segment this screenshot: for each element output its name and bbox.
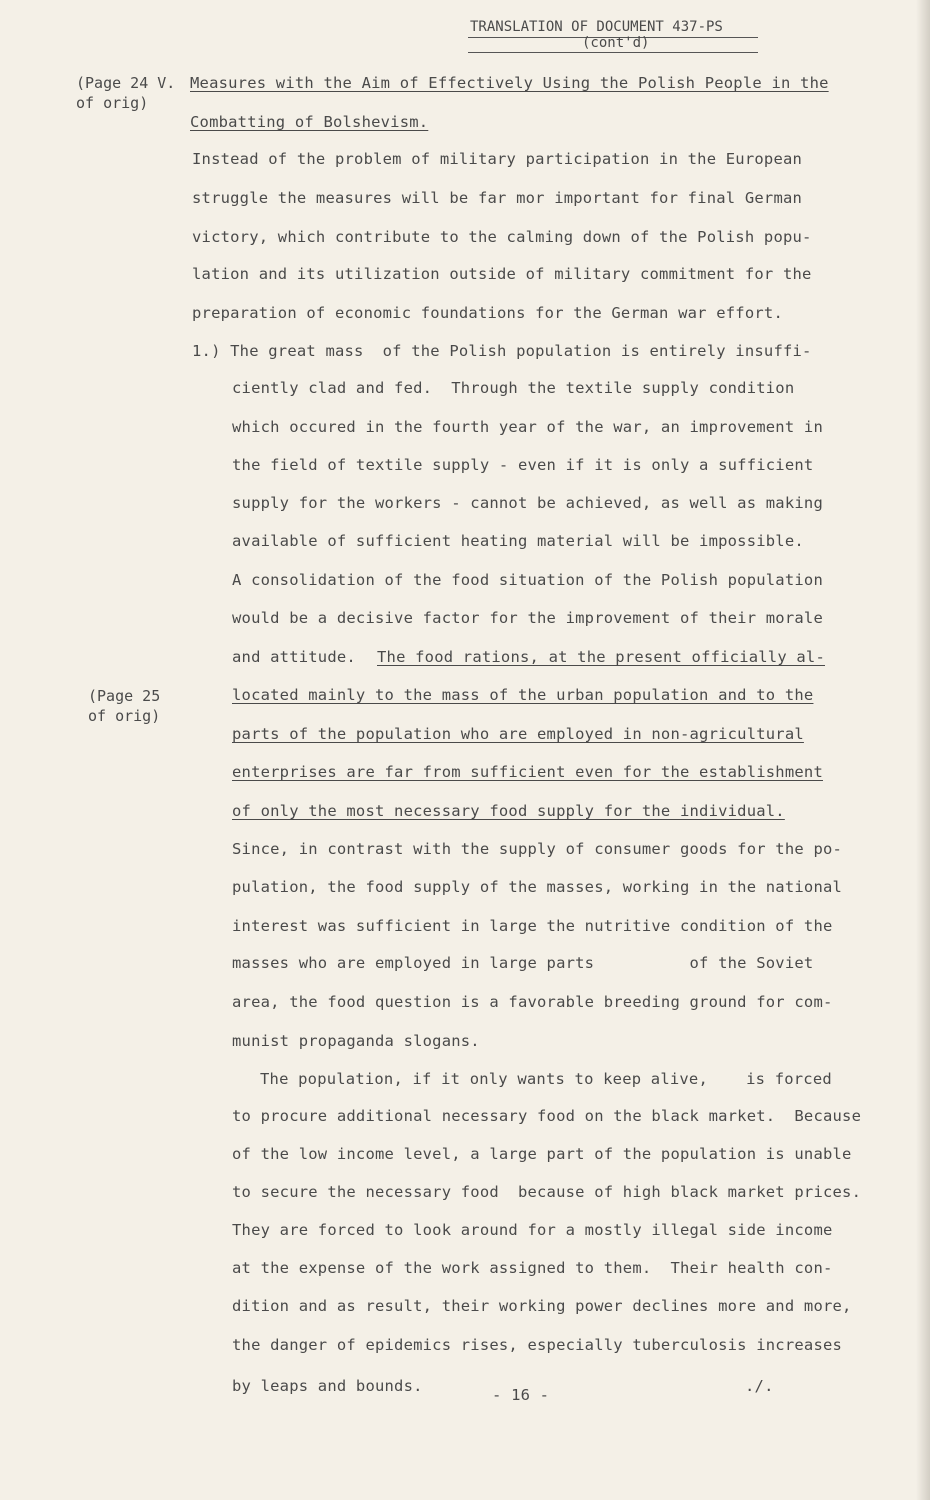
header-rule-bottom xyxy=(468,52,758,53)
continued-mark: ./. xyxy=(745,1377,774,1395)
item1-cont-line: area, the food question is a favorable breeding ground for com- xyxy=(232,993,833,1011)
item1-underlined-line: parts of the population who are employed in non-agricultural xyxy=(232,725,804,743)
item1-cont-line: masses who are employed in large parts of the Soviet xyxy=(232,954,814,972)
para2-line: at the expense of the work assigned to them. Their health con- xyxy=(232,1259,833,1277)
item1-line: supply for the workers - cannot be achieved, as well as making xyxy=(232,494,823,512)
document-title: TRANSLATION OF DOCUMENT 437-PS xyxy=(470,19,723,35)
document-contd: (cont'd) xyxy=(582,35,650,51)
item1-cont-line: pulation, the food supply of the masses, working in the national xyxy=(232,878,843,896)
para2-line: to secure the necessary food because of high black market prices. xyxy=(232,1183,862,1201)
section-heading-line2: Combatting of Bolshevism. xyxy=(190,113,429,131)
item1-underlined-line: located mainly to the mass of the urban population and to the xyxy=(232,686,814,704)
page-number: - 16 - xyxy=(492,1386,550,1404)
item1-line: which occured in the fourth year of the war, an improvement in xyxy=(232,418,823,436)
item1-line: the field of textile supply - even if it is only a sufficient xyxy=(232,456,814,474)
margin-note-page24-line2: of orig) xyxy=(76,94,149,112)
para1-line: struggle the measures will be far mor important for final German xyxy=(192,189,803,207)
para1-line: Instead of the problem of military participation in the European xyxy=(192,150,803,168)
para2-line: of the low income level, a large part of the population is unable xyxy=(232,1145,852,1163)
item1-line: available of sufficient heating material will be impossible. xyxy=(232,532,804,550)
item1-line: 1.) The great mass of the Polish population is entirely insuffi- xyxy=(192,342,812,360)
item1-underlined-line: The food rations, at the present officially al- xyxy=(377,648,825,666)
section-heading-line1: Measures with the Aim of Effectively Using the Polish People in the xyxy=(190,74,829,92)
item1-line: would be a decisive factor for the improvement of their morale xyxy=(232,609,823,627)
para1-line: victory, which contribute to the calming down of the Polish popu- xyxy=(192,228,812,246)
item1-underlined-line: of only the most necessary food supply for the individual. xyxy=(232,802,785,820)
para2-line: dition and as result, their working power declines more and more, xyxy=(232,1297,852,1315)
para1-line: lation and its utilization outside of military commitment for the xyxy=(192,265,812,283)
item1-cont-line: munist propaganda slogans. xyxy=(232,1032,480,1050)
margin-note-page25-line2: of orig) xyxy=(88,707,161,725)
item1-underlined-line: enterprises are far from sufficient even for the establishment xyxy=(232,763,823,781)
item1-line: A consolidation of the food situation of the Polish population xyxy=(232,571,823,589)
para2-line: The population, if it only wants to keep alive, is forced xyxy=(260,1070,832,1088)
para1-line: preparation of economic foundations for the German war effort. xyxy=(192,304,783,322)
item1-line: and attitude. xyxy=(232,648,375,666)
para2-line: by leaps and bounds. xyxy=(232,1377,423,1395)
item1-cont-line: interest was sufficient in large the nutritive condition of the xyxy=(232,917,833,935)
margin-note-page25-line1: (Page 25 xyxy=(88,687,161,705)
item1-line: ciently clad and fed. Through the textile supply condition xyxy=(232,379,795,397)
margin-note-page24-line1: (Page 24 V. xyxy=(76,74,176,92)
para2-line: to procure additional necessary food on the black market. Because xyxy=(232,1107,862,1125)
item1-cont-line: Since, in contrast with the supply of consumer goods for the po- xyxy=(232,840,843,858)
para2-line: the danger of epidemics rises, especially tuberculosis increases xyxy=(232,1336,843,1354)
para2-line: They are forced to look around for a mostly illegal side income xyxy=(232,1221,833,1239)
